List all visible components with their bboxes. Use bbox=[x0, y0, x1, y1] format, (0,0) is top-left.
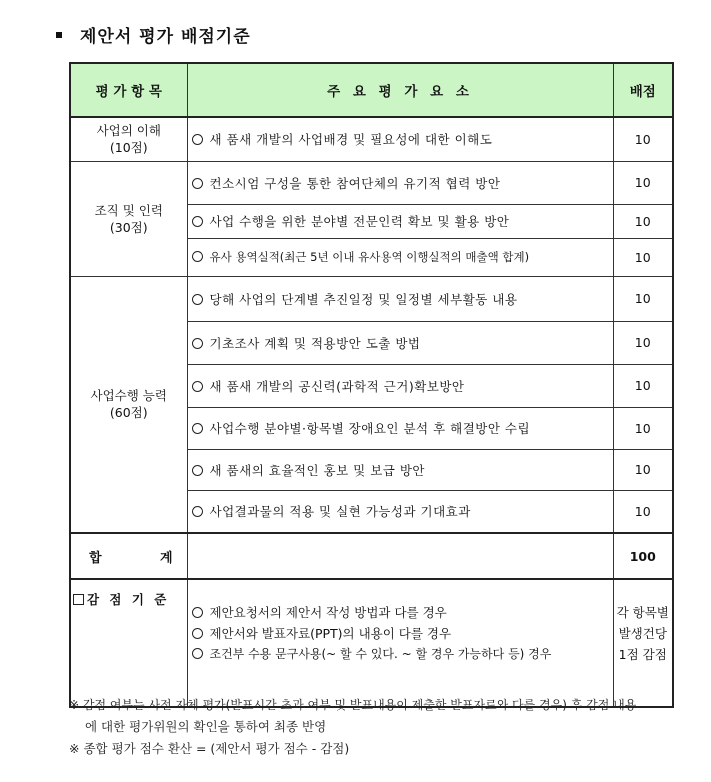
circle-bullet-icon bbox=[192, 381, 203, 392]
item-cell bbox=[187, 117, 613, 161]
score-cell: 10 bbox=[613, 321, 673, 364]
category-cell bbox=[70, 276, 187, 533]
circle-bullet-icon bbox=[192, 294, 203, 305]
circle-bullet-icon bbox=[192, 423, 203, 434]
item-cell bbox=[187, 407, 613, 449]
penalty-item bbox=[192, 644, 613, 665]
penalty-note-line: 발생건당 bbox=[618, 626, 667, 641]
item-text: 새 품새의 효율적인 홍보 및 보급 방안 bbox=[209, 462, 425, 478]
score-cell: 10 bbox=[613, 117, 673, 161]
item-text: 기초조사 계획 및 적용방안 도출 방법 bbox=[209, 335, 421, 351]
category-name: 사업의 이해 bbox=[96, 123, 161, 139]
header-score: 배점 bbox=[613, 63, 673, 117]
item-text: 사업결과물의 적용 및 실현 가능성과 기대효과 bbox=[209, 504, 471, 520]
item-text: 사업 수행을 위한 분야별 전문인력 확보 및 활용 방안 bbox=[209, 214, 510, 229]
penalty-row bbox=[70, 579, 673, 707]
footnote: ※ 종합 평가 점수 환산 = (제안서 평가 점수 - 감점) bbox=[69, 741, 350, 756]
circle-bullet-icon bbox=[192, 251, 203, 262]
score-cell: 10 bbox=[613, 276, 673, 321]
category-name: 조직 및 인력 bbox=[94, 202, 163, 218]
item-cell bbox=[187, 364, 613, 407]
evaluation-table bbox=[69, 62, 674, 708]
item-cell bbox=[187, 161, 613, 204]
item-text: 컨소시엄 구성을 통한 참여단체의 유기적 협력 방안 bbox=[209, 175, 501, 191]
table-row bbox=[70, 161, 673, 204]
penalty-item-text: 제안요청서의 제안서 작성 방법과 다를 경우 bbox=[209, 605, 447, 620]
total-label-left: 합 bbox=[89, 550, 102, 566]
penalty-note-line: 1점 감점 bbox=[618, 647, 667, 662]
table-header-row bbox=[70, 63, 673, 117]
item-text: 새 품새 개발의 공신력(과학적 근거)확보방안 bbox=[209, 378, 465, 394]
item-text: 유사 용역실적(최근 5년 이내 유사용역 이행실적의 매출액 합계) bbox=[209, 250, 530, 264]
item-cell bbox=[187, 204, 613, 238]
penalty-items bbox=[187, 579, 613, 707]
category-points: (60점) bbox=[109, 405, 148, 421]
circle-bullet-icon bbox=[192, 607, 203, 618]
circle-bullet-icon bbox=[192, 134, 203, 145]
penalty-item bbox=[192, 602, 613, 623]
circle-bullet-icon bbox=[192, 465, 203, 476]
penalty-note-line: 각 항목별 bbox=[616, 605, 669, 620]
item-cell bbox=[187, 276, 613, 321]
score-cell: 10 bbox=[613, 449, 673, 490]
total-label bbox=[70, 533, 187, 579]
header-elements: 주 요 평 가 요 소 bbox=[187, 63, 613, 117]
table-row bbox=[70, 117, 673, 161]
score-cell: 10 bbox=[613, 364, 673, 407]
circle-bullet-icon bbox=[192, 628, 203, 639]
item-cell bbox=[187, 449, 613, 490]
circle-bullet-icon bbox=[192, 216, 203, 227]
score-cell: 10 bbox=[613, 161, 673, 204]
item-text: 새 품새 개발의 사업배경 및 필요성에 대한 이해도 bbox=[209, 132, 493, 148]
penalty-item bbox=[192, 623, 613, 644]
penalty-item-text: 제안서와 발표자료(PPT)의 내용이 다를 경우 bbox=[209, 626, 452, 641]
item-cell bbox=[187, 490, 613, 533]
checkbox-square-icon bbox=[73, 594, 84, 605]
score-cell: 10 bbox=[613, 204, 673, 238]
circle-bullet-icon bbox=[192, 648, 203, 659]
total-row bbox=[70, 533, 673, 579]
score-cell: 10 bbox=[613, 407, 673, 449]
footnote-continuation: 에 대한 평가위원의 확인을 통하여 최종 반영 bbox=[85, 719, 327, 734]
penalty-note bbox=[613, 579, 673, 707]
score-cell: 10 bbox=[613, 238, 673, 276]
square-bullet-icon bbox=[56, 32, 62, 38]
circle-bullet-icon bbox=[192, 338, 203, 349]
circle-bullet-icon bbox=[192, 178, 203, 189]
category-name: 사업수행 능력 bbox=[90, 388, 167, 404]
category-points: (10점) bbox=[109, 140, 148, 156]
table-row bbox=[70, 276, 673, 321]
footnotes bbox=[69, 694, 636, 760]
footnote: ※ 감점 여부는 사전 자체 평가(발표시간 초과 여부 및 발표내용이 제출한 발표자료와 다를 경우) 후 감점 내용 bbox=[69, 698, 637, 712]
category-cell bbox=[70, 117, 187, 161]
total-score: 100 bbox=[613, 533, 673, 579]
total-empty-cell bbox=[187, 533, 613, 579]
category-points: (30점) bbox=[109, 219, 148, 235]
header-category: 평 가 항 목 bbox=[70, 63, 187, 117]
item-cell bbox=[187, 321, 613, 364]
page-title bbox=[56, 22, 251, 47]
score-cell: 10 bbox=[613, 490, 673, 533]
total-label-right: 계 bbox=[159, 550, 173, 566]
item-text: 사업수행 분야별·항목별 장애요인 분석 후 해결방안 수립 bbox=[209, 421, 531, 436]
category-cell bbox=[70, 161, 187, 276]
title-text: 제안서 평가 배점기준 bbox=[80, 27, 251, 47]
circle-bullet-icon bbox=[192, 506, 203, 517]
penalty-label bbox=[70, 579, 187, 707]
penalty-item-text: 조건부 수용 문구사용(~ 할 수 있다. ~ 할 경우 가능하다 등) 경우 bbox=[209, 647, 552, 661]
item-text: 당해 사업의 단계별 추진일정 및 일정별 세부활동 내용 bbox=[209, 291, 518, 307]
penalty-label-text: 감 점 기 준 bbox=[87, 592, 170, 607]
item-cell bbox=[187, 238, 613, 276]
